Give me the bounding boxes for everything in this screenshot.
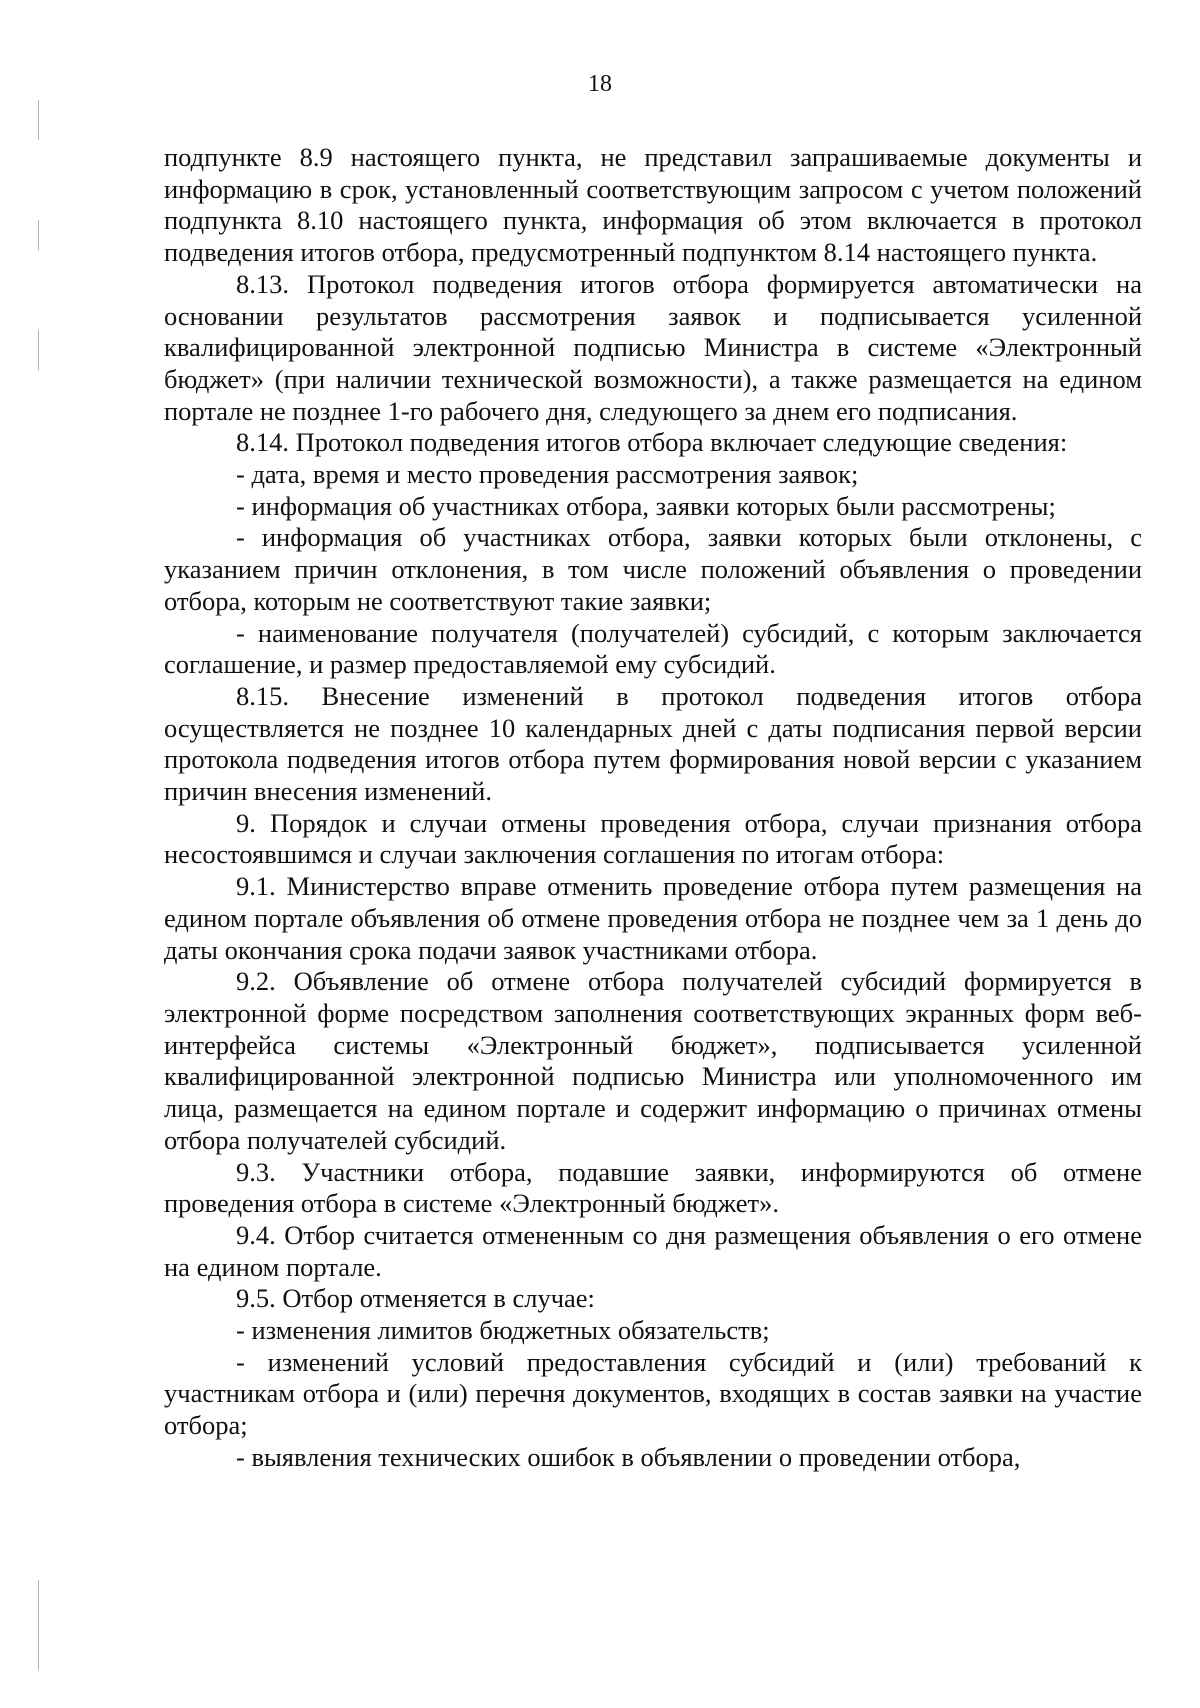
- paragraph: 9.5. Отбор отменяется в случае:: [236, 1283, 595, 1314]
- paragraph: 9.1. Министерство вправе отменить проведение отбора путем размещения на едином портале объявления об отмене проведения отбора не позднее чем за 1 день до даты окончания срока подачи заявок участниками отбора.: [164, 871, 1142, 965]
- paragraph: подпункте 8.9 настоящего пункта, не представил запрашиваемые документы и информацию в срок, установленный соответствующим запросом с учетом положений подпункта 8.10 настоящего пункта, информация об этом включается в протокол подведения итогов отбора, предусмотренный подпунктом 8.14 настоящего пункта.: [164, 142, 1142, 268]
- list-item: - наименование получателя (получателей) субсидий, с которым заключается соглашение, и размер предоставляемой ему субсидий.: [164, 617, 1142, 680]
- list-item: - изменений условий предоставления субсидий и (или) требований к участникам отбора и (или) перечня документов, входящих в состав заявки на участие отбора;: [164, 1346, 1142, 1441]
- list-item: - дата, время и место проведения рассмотрения заявок;: [236, 459, 859, 490]
- paragraph: 9.3. Участники отбора, подавшие заявки, информируются об отмене проведения отбора в системе «Электронный бюджет».: [164, 1156, 1142, 1219]
- paragraph: 8.13. Протокол подведения итогов отбора формируется автоматически на основании результатов рассмотрения заявок и подписывается усиленной квалифицированной электронной подписью Министра в системе «Электронный бюджет» (при наличии технической возможности), а также размещается на едином портале не позднее 1-го рабочего дня, следующего за днем его подписания.: [164, 268, 1142, 426]
- paragraph: 8.14. Протокол подведения итогов отбора включает следующие сведения:: [236, 427, 1068, 458]
- paragraph: 9.4. Отбор считается отмененным со дня размещения объявления о его отмене на едином портале.: [164, 1219, 1142, 1282]
- paragraph: 9. Порядок и случаи отмены проведения отбора, случаи признания отбора несостоявшимся и случаи заключения соглашения по итогам отбора:: [164, 807, 1142, 870]
- document-body: [164, 142, 1142, 1474]
- scan-margin-mark: [38, 330, 39, 370]
- paragraph: 8.15. Внесение изменений в протокол подведения итогов отбора осуществляется не позднее 10 календарных дней с даты подписания первой версии протокола подведения итогов отбора путем формирования новой версии с указанием причин внесения изменений.: [164, 680, 1142, 807]
- page-number: 18: [588, 71, 612, 97]
- scan-margin-mark: [38, 220, 39, 250]
- scan-margin-mark: [38, 1580, 39, 1670]
- list-item: - изменения лимитов бюджетных обязательств;: [236, 1315, 770, 1346]
- list-item: - информация об участниках отбора, заявки которых были отклонены, с указанием причин отклонения, в том числе положений объявления о проведении отбора, которым не соответствуют такие заявки;: [164, 522, 1142, 616]
- scan-margin-mark: [38, 100, 39, 140]
- list-item: - выявления технических ошибок в объявлении о проведении отбора,: [236, 1441, 1021, 1472]
- list-item: - информация об участниках отбора, заявки которых были рассмотрены;: [236, 490, 1056, 521]
- paragraph: 9.2. Объявление об отмене отбора получателей субсидий формируется в электронной форме посредством заполнения соответствующих экранных форм веб-интерфейса системы «Электронный бюджет», подписывается усиленной квалифицированной электронной подписью Министра или уполномоченного им лица, размещается на едином портале и содержит информацию о причинах отмены отбора получателей субсидий.: [164, 966, 1142, 1155]
